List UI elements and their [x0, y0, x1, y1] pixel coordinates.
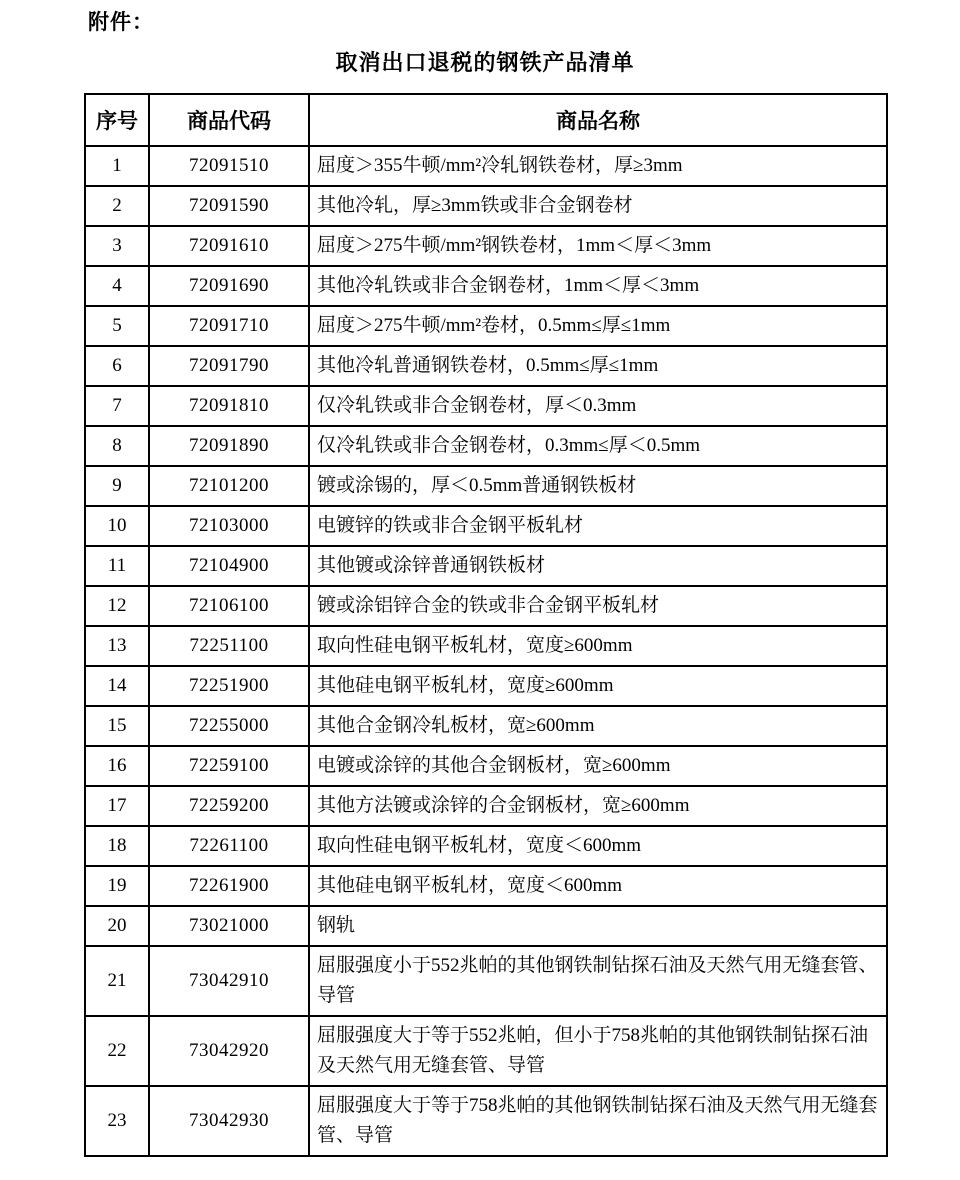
product-code-cell: 72091590: [149, 186, 309, 226]
product-code-cell: 72251100: [149, 626, 309, 666]
table-row: [85, 746, 887, 786]
table-row: [85, 626, 887, 666]
product-code-cell: 72261900: [149, 866, 309, 906]
product-code-cell: 73042910: [149, 946, 309, 1016]
row-number-cell: 19: [85, 866, 149, 906]
product-name-cell: 取向性硅电钢平板轧材，宽度＜600mm: [309, 826, 887, 866]
table-row: [85, 786, 887, 826]
attachment-label: 附件：: [88, 10, 154, 34]
product-name-cell: 屈度＞275牛顿/mm²钢铁卷材，1mm＜厚＜3mm: [309, 226, 887, 266]
table-row: [85, 946, 887, 1016]
product-code-cell: 72091710: [149, 306, 309, 346]
product-code-cell: 72091790: [149, 346, 309, 386]
table-row: [85, 506, 887, 546]
product-name-cell: 屈服强度大于等于758兆帕的其他钢铁制钻探石油及天然气用无缝套管、导管: [309, 1086, 887, 1156]
product-name-cell: 其他冷轧铁或非合金钢卷材，1mm＜厚＜3mm: [309, 266, 887, 306]
row-number-cell: 5: [85, 306, 149, 346]
product-code-cell: 73042930: [149, 1086, 309, 1156]
row-number-cell: 21: [85, 946, 149, 1016]
product-name-cell: 电镀或涂锌的其他合金钢板材，宽≥600mm: [309, 746, 887, 786]
product-name-cell: 钢轨: [309, 906, 887, 946]
product-code-cell: 72259200: [149, 786, 309, 826]
row-number-cell: 22: [85, 1016, 149, 1086]
row-number-cell: 3: [85, 226, 149, 266]
product-code-cell: 72101200: [149, 466, 309, 506]
table-row: [85, 186, 887, 226]
product-name-cell: 屈度＞275牛顿/mm²卷材，0.5mm≤厚≤1mm: [309, 306, 887, 346]
table-row: [85, 146, 887, 186]
row-number-cell: 15: [85, 706, 149, 746]
product-code-cell: 72091690: [149, 266, 309, 306]
table-row: [85, 306, 887, 346]
header-product-name: 商品名称: [309, 94, 887, 146]
product-name-cell: 屈服强度小于552兆帕的其他钢铁制钻探石油及天然气用无缝套管、导管: [309, 946, 887, 1016]
table-row: [85, 546, 887, 586]
product-name-cell: 镀或涂锡的，厚＜0.5mm普通钢铁板材: [309, 466, 887, 506]
product-name-cell: 其他方法镀或涂锌的合金钢板材，宽≥600mm: [309, 786, 887, 826]
row-number-cell: 23: [85, 1086, 149, 1156]
table-header-row: [85, 94, 887, 146]
row-number-cell: 10: [85, 506, 149, 546]
table-row: [85, 466, 887, 506]
product-table: [84, 93, 888, 1157]
table-row: [85, 226, 887, 266]
product-name-cell: 电镀锌的铁或非合金钢平板轧材: [309, 506, 887, 546]
product-name-cell: 仅冷轧铁或非合金钢卷材，0.3mm≤厚＜0.5mm: [309, 426, 887, 466]
row-number-cell: 13: [85, 626, 149, 666]
row-number-cell: 7: [85, 386, 149, 426]
product-code-cell: 72106100: [149, 586, 309, 626]
product-code-cell: 72261100: [149, 826, 309, 866]
product-code-cell: 72091510: [149, 146, 309, 186]
table-row: [85, 586, 887, 626]
product-code-cell: 72091890: [149, 426, 309, 466]
table-body: [85, 146, 887, 1156]
row-number-cell: 14: [85, 666, 149, 706]
header-serial-number: 序号: [85, 94, 149, 146]
row-number-cell: 16: [85, 746, 149, 786]
product-name-cell: 其他冷轧普通钢铁卷材，0.5mm≤厚≤1mm: [309, 346, 887, 386]
table-row: [85, 1016, 887, 1086]
product-code-cell: 73021000: [149, 906, 309, 946]
product-name-cell: 其他硅电钢平板轧材，宽度＜600mm: [309, 866, 887, 906]
table-row: [85, 266, 887, 306]
product-name-cell: 其他合金钢冷轧板材，宽≥600mm: [309, 706, 887, 746]
product-code-cell: 72104900: [149, 546, 309, 586]
page-title: 取消出口退税的钢铁产品清单: [335, 50, 635, 75]
row-number-cell: 9: [85, 466, 149, 506]
table-row: [85, 706, 887, 746]
product-name-cell: 仅冷轧铁或非合金钢卷材，厚＜0.3mm: [309, 386, 887, 426]
product-code-cell: 72259100: [149, 746, 309, 786]
row-number-cell: 18: [85, 826, 149, 866]
product-name-cell: 镀或涂铝锌合金的铁或非合金钢平板轧材: [309, 586, 887, 626]
table-row: [85, 866, 887, 906]
product-code-cell: 72251900: [149, 666, 309, 706]
product-code-cell: 72091810: [149, 386, 309, 426]
row-number-cell: 6: [85, 346, 149, 386]
product-name-cell: 取向性硅电钢平板轧材，宽度≥600mm: [309, 626, 887, 666]
product-name-cell: 其他硅电钢平板轧材，宽度≥600mm: [309, 666, 887, 706]
table-row: [85, 386, 887, 426]
row-number-cell: 2: [85, 186, 149, 226]
table-row: [85, 826, 887, 866]
product-name-cell: 屈服强度大于等于552兆帕，但小于758兆帕的其他钢铁制钻探石油及天然气用无缝套管、导管: [309, 1016, 887, 1086]
product-name-cell: 其他镀或涂锌普通钢铁板材: [309, 546, 887, 586]
product-code-cell: 72255000: [149, 706, 309, 746]
header-product-code: 商品代码: [149, 94, 309, 146]
product-code-cell: 73042920: [149, 1016, 309, 1086]
row-number-cell: 12: [85, 586, 149, 626]
table-row: [85, 1086, 887, 1156]
row-number-cell: 20: [85, 906, 149, 946]
product-name-cell: 屈度＞355牛顿/mm²冷轧钢铁卷材，厚≥3mm: [309, 146, 887, 186]
row-number-cell: 17: [85, 786, 149, 826]
table-row: [85, 906, 887, 946]
product-code-cell: 72091610: [149, 226, 309, 266]
table-row: [85, 426, 887, 466]
table-row: [85, 346, 887, 386]
row-number-cell: 11: [85, 546, 149, 586]
row-number-cell: 8: [85, 426, 149, 466]
product-name-cell: 其他冷轧，厚≥3mm铁或非合金钢卷材: [309, 186, 887, 226]
product-code-cell: 72103000: [149, 506, 309, 546]
row-number-cell: 4: [85, 266, 149, 306]
table-row: [85, 666, 887, 706]
row-number-cell: 1: [85, 146, 149, 186]
